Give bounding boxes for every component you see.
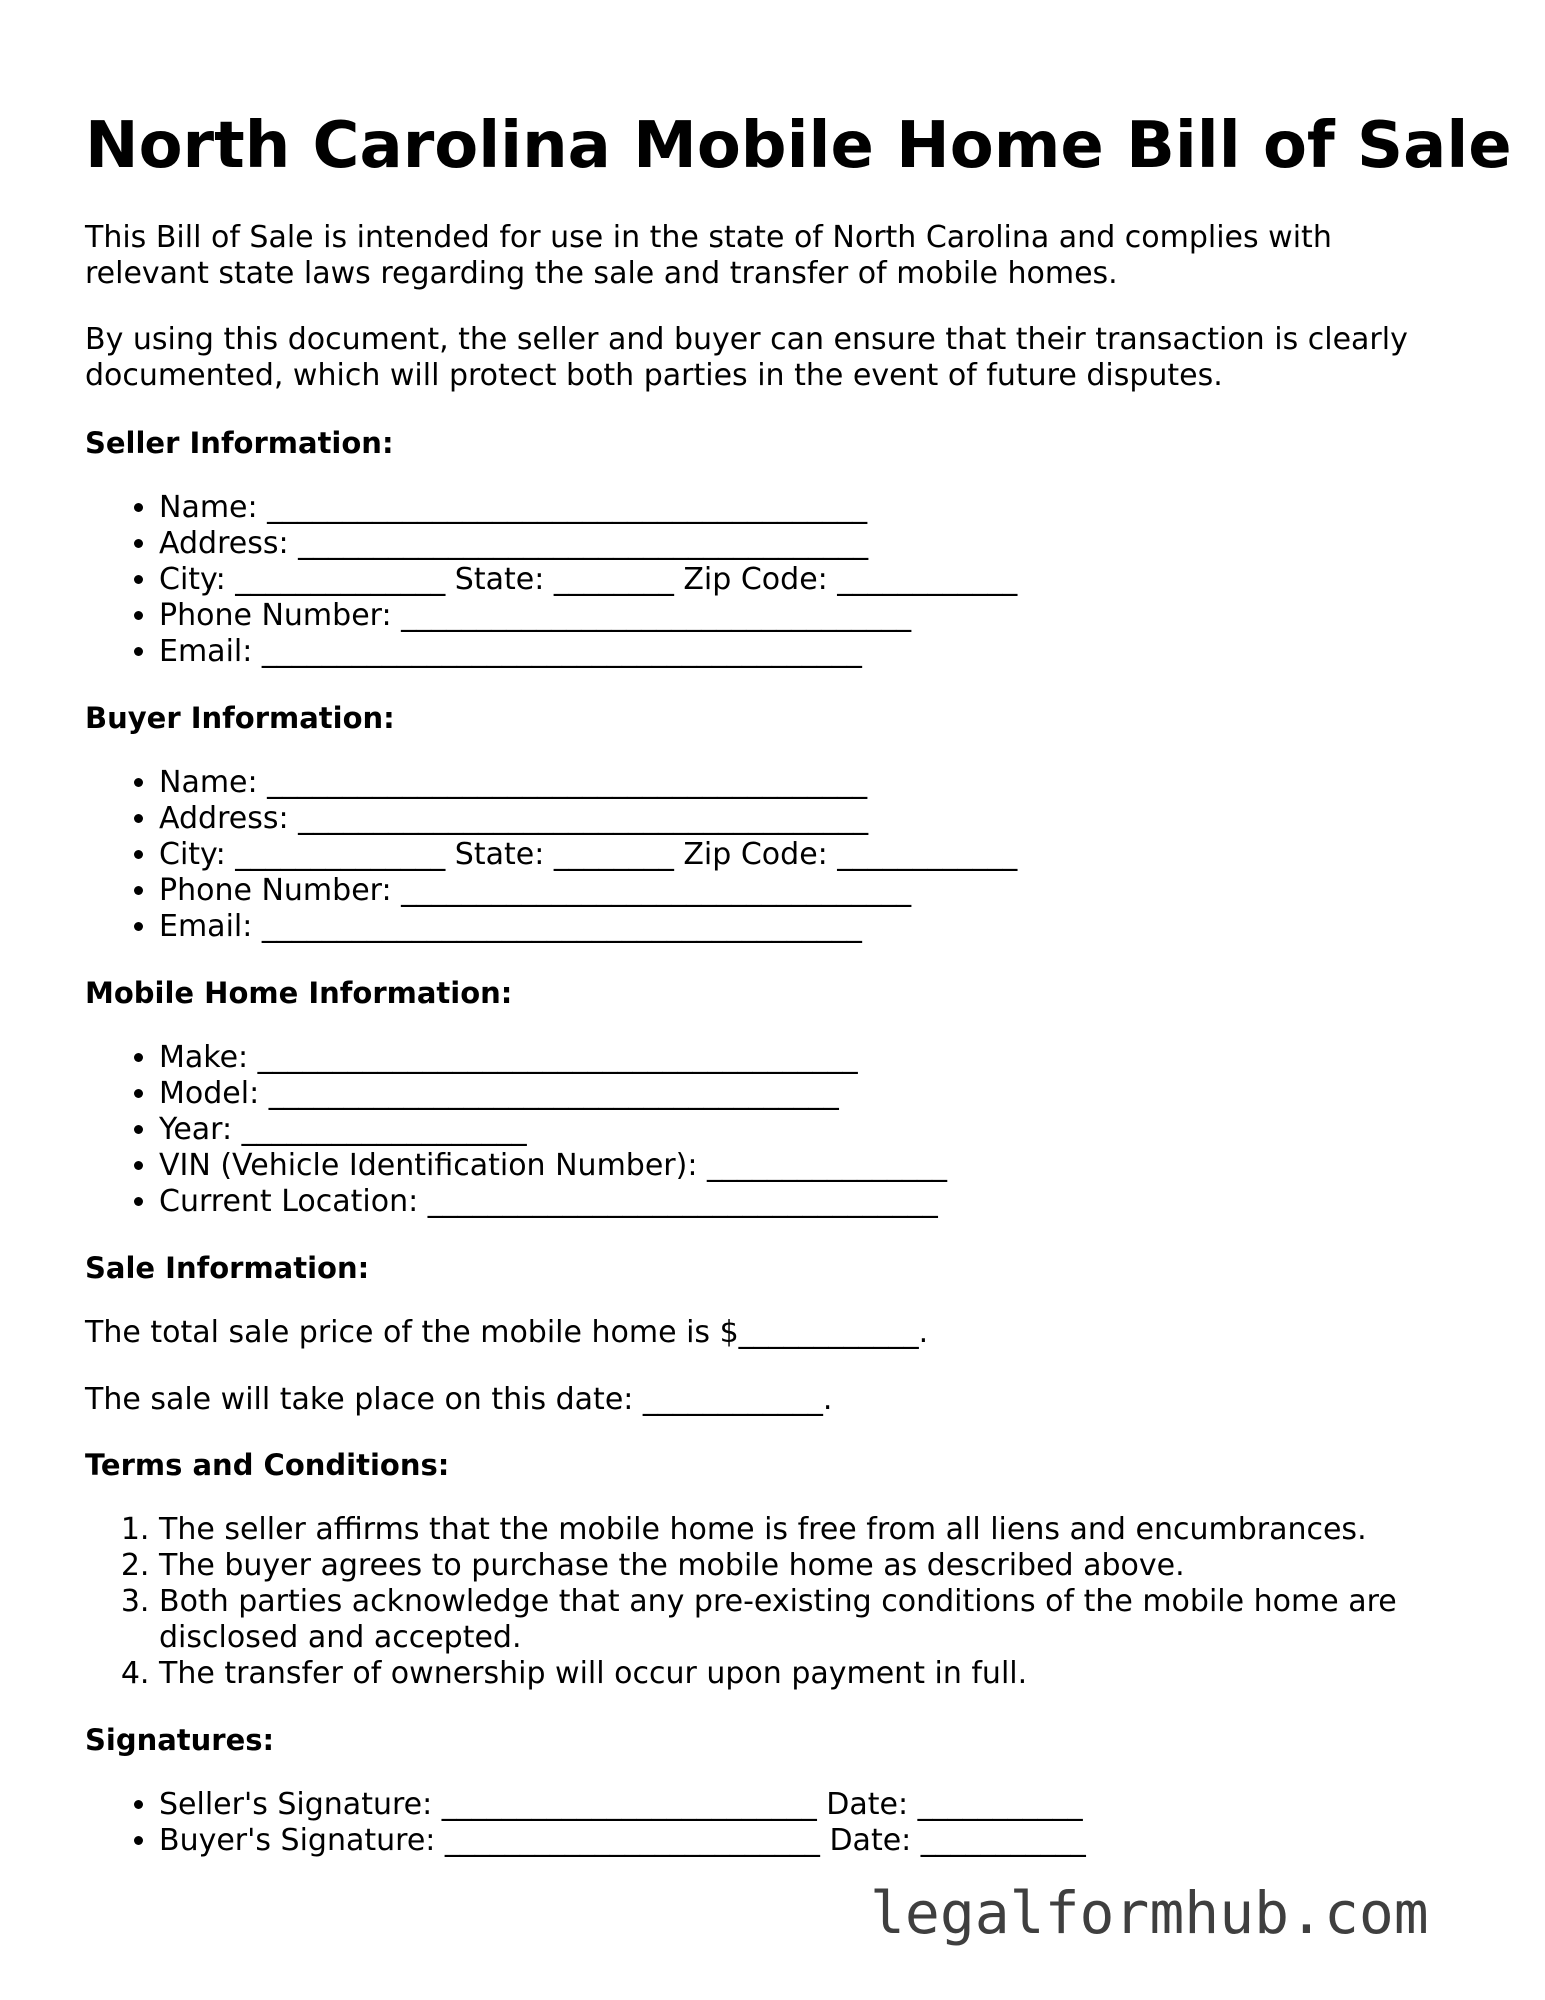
seller-city-state-zip-field[interactable]: • City: ______________ State: ________ Zip Code: ____________ bbox=[159, 562, 1017, 598]
sale-heading: Sale Information: bbox=[85, 1251, 370, 1285]
seller-address-field[interactable]: • Address: ______________________________________ bbox=[159, 526, 1017, 562]
terms-item: 2. The buyer agrees to purchase the mobile home as described above. bbox=[159, 1548, 1489, 1584]
sale-price-line[interactable]: The total sale price of the mobile home is $____________. bbox=[85, 1315, 929, 1350]
mobile-home-location-field[interactable]: • Current Location: __________________________________ bbox=[159, 1184, 947, 1220]
seller-fields-list bbox=[85, 490, 1017, 670]
seller-signature-line[interactable]: • Seller's Signature: _________________________ Date: ___________ bbox=[159, 1787, 1086, 1823]
terms-item: 1. The seller affirms that the mobile home is free from all liens and encumbrances. bbox=[159, 1512, 1489, 1548]
signatures-heading: Signatures: bbox=[85, 1723, 275, 1757]
intro-paragraph-1: This Bill of Sale is intended for use in the state of North Carolina and complies with relevant state laws regarding the sale and transfer of mobile homes. bbox=[85, 220, 1332, 291]
buyer-name-field[interactable]: • Name: ________________________________________ bbox=[159, 765, 1017, 801]
mobile-home-fields-list bbox=[85, 1040, 947, 1220]
terms-heading: Terms and Conditions: bbox=[85, 1448, 450, 1482]
terms-list bbox=[85, 1512, 1489, 1692]
terms-item: 4. The transfer of ownership will occur upon payment in full. bbox=[159, 1656, 1489, 1692]
buyer-city-state-zip-field[interactable]: • City: ______________ State: ________ Zip Code: ____________ bbox=[159, 837, 1017, 873]
buyer-heading: Buyer Information: bbox=[85, 701, 395, 735]
mobile-home-model-field[interactable]: • Model: ______________________________________ bbox=[159, 1076, 947, 1112]
seller-name-field[interactable]: • Name: ________________________________________ bbox=[159, 490, 1017, 526]
mobile-home-vin-field[interactable]: • VIN (Vehicle Identification Number): ________________ bbox=[159, 1148, 947, 1184]
watermark: legalformhub.com bbox=[870, 1879, 1429, 1947]
buyer-phone-field[interactable]: • Phone Number: __________________________________ bbox=[159, 873, 1017, 909]
mobile-home-year-field[interactable]: • Year: ___________________ bbox=[159, 1112, 947, 1148]
mobile-home-heading: Mobile Home Information: bbox=[85, 976, 513, 1010]
terms-item: 3. Both parties acknowledge that any pre-existing conditions of the mobile home are disclosed and accepted. bbox=[159, 1584, 1489, 1656]
buyer-fields-list bbox=[85, 765, 1017, 945]
signatures-list bbox=[85, 1787, 1086, 1859]
page-title: North Carolina Mobile Home Bill of Sale bbox=[85, 109, 1512, 183]
seller-email-field[interactable]: • Email: ________________________________________ bbox=[159, 634, 1017, 670]
buyer-email-field[interactable]: • Email: ________________________________________ bbox=[159, 909, 1017, 945]
intro-paragraph-2: By using this document, the seller and buyer can ensure that their transaction is clearly documented, which will protect both parties in the event of future disputes. bbox=[85, 322, 1408, 393]
seller-heading: Seller Information: bbox=[85, 426, 394, 460]
mobile-home-make-field[interactable]: • Make: ________________________________________ bbox=[159, 1040, 947, 1076]
sale-date-line[interactable]: The sale will take place on this date: ____________. bbox=[85, 1382, 833, 1417]
buyer-address-field[interactable]: • Address: ______________________________________ bbox=[159, 801, 1017, 837]
seller-phone-field[interactable]: • Phone Number: __________________________________ bbox=[159, 598, 1017, 634]
buyer-signature-line[interactable]: • Buyer's Signature: _________________________ Date: ___________ bbox=[159, 1823, 1086, 1859]
